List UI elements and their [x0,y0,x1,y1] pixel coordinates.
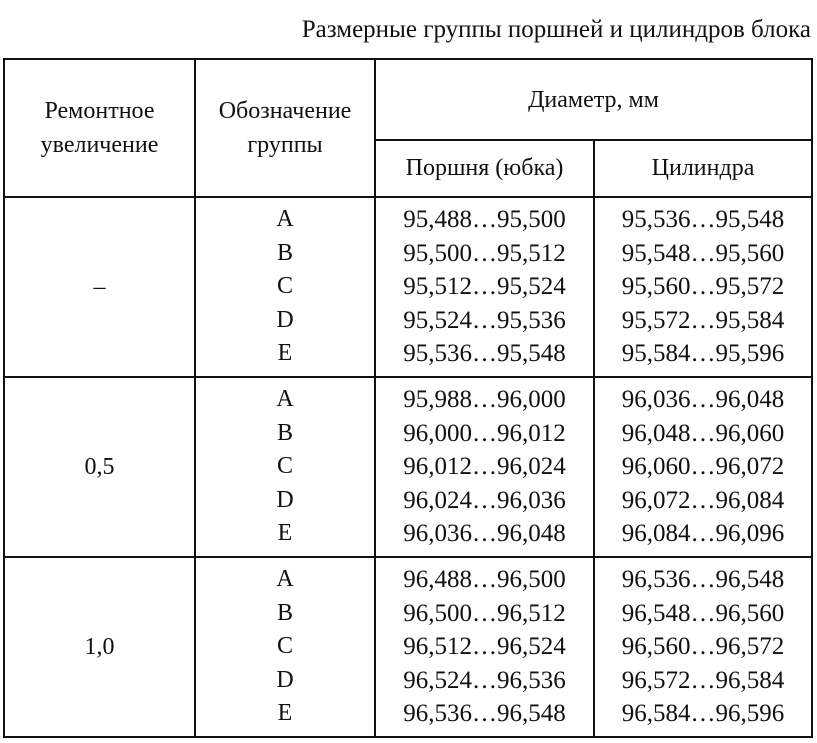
table-row [4,197,812,377]
group-letter: A [276,386,294,413]
piston-diameter: 95,512…95,524 [403,273,566,301]
piston-diameter: 96,500…96,512 [403,599,566,627]
piston-diameter: 96,512…96,524 [403,633,566,661]
piston-diameter: 96,536…96,548 [403,700,566,728]
piston-diameter: 95,988…96,000 [403,386,566,414]
repair-value: 1,0 [4,557,195,737]
piston-diameter: 95,500…95,512 [403,239,566,267]
cylinder-diameter: 96,084…96,096 [621,520,785,548]
header-repair-line-1: Ремонтное [44,98,155,124]
piston-diameter: 96,524…96,536 [403,666,566,694]
group-letter: C [276,273,293,300]
cylinder-diameter: 96,048…96,060 [621,419,785,447]
cylinder-diameter: 96,560…96,572 [621,633,785,661]
group-letter: E [277,520,293,547]
cylinder-diameter-list [594,557,812,737]
piston-diameter: 95,488…95,500 [403,206,566,234]
piston-diameter: 96,024…96,036 [403,486,566,514]
header-cylinder: Цилиндра [594,140,812,197]
piston-diameter: 96,000…96,012 [403,419,566,447]
piston-diameter-list [375,557,594,737]
cylinder-diameter: 95,536…95,548 [621,206,785,234]
cylinder-diameter: 95,548…95,560 [621,239,785,267]
cylinder-diameter: 96,072…96,084 [621,486,785,514]
cylinder-diameter: 96,584…96,596 [621,700,785,728]
cylinder-diameter: 96,572…96,584 [621,666,785,694]
group-list [195,557,375,737]
size-groups-table [3,58,813,738]
piston-diameter-list [375,197,594,377]
cylinder-diameter-list [594,197,812,377]
header-repair-increase [4,59,195,197]
group-list [195,377,375,557]
header-piston: Поршня (юбка) [375,140,594,197]
header-group-designation [195,59,375,197]
group-letter: D [276,306,294,333]
group-letter: E [277,700,293,727]
cylinder-diameter: 95,572…95,584 [621,306,785,334]
group-list [195,197,375,377]
header-repair-line-2: увеличение [40,132,159,158]
piston-diameter-list [375,377,594,557]
repair-value: 0,5 [4,377,195,557]
group-letter: B [276,239,293,266]
header-row-1 [4,59,812,140]
repair-value: – [4,197,195,377]
piston-diameter: 96,012…96,024 [403,453,566,481]
piston-diameter: 95,524…95,536 [403,306,566,334]
group-letter: B [276,419,293,446]
cylinder-diameter: 95,560…95,572 [621,273,785,301]
table-row [4,377,812,557]
header-group-line-2: группы [247,132,323,158]
group-letter: B [276,599,293,626]
group-letter: E [277,340,293,367]
cylinder-diameter: 96,536…96,548 [621,566,785,594]
piston-diameter: 95,536…95,548 [403,340,566,368]
header-diameter: Диаметр, мм [375,59,812,140]
header-group-line-1: Обозначение [218,98,352,124]
cylinder-diameter: 96,060…96,072 [621,453,785,481]
cylinder-diameter: 95,584…95,596 [621,340,785,368]
cylinder-diameter-list [594,377,812,557]
piston-diameter: 96,036…96,048 [403,520,566,548]
table-row [4,557,812,737]
cylinder-diameter: 96,036…96,048 [621,386,785,414]
group-letter: C [276,453,293,480]
group-letter: D [276,486,294,513]
group-letter: A [276,566,294,593]
group-letter: C [276,633,293,660]
piston-diameter: 96,488…96,500 [403,566,566,594]
table-caption: Размерные группы поршней и цилиндров блока [301,16,811,43]
group-letter: A [276,206,294,233]
group-letter: D [276,666,294,693]
cylinder-diameter: 96,548…96,560 [621,599,785,627]
